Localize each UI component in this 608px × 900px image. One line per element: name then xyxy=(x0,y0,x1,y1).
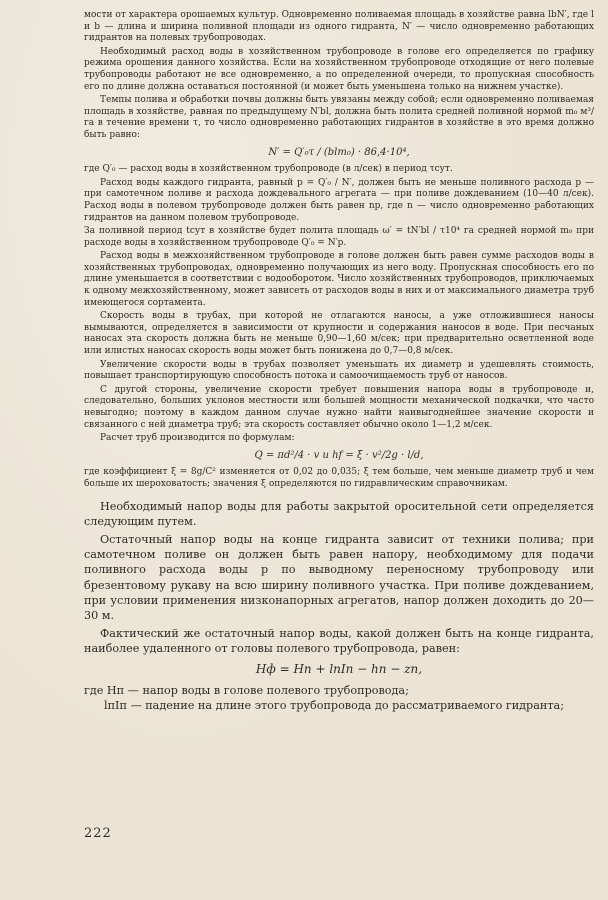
definition-line: lпIп — падение на длине этого трубопровода до рассматриваемого гидранта; xyxy=(104,699,564,712)
page-number: 222 xyxy=(84,826,112,841)
paragraph: Расчет труб производится по формулам: xyxy=(100,433,295,444)
paragraph: Фактический же остаточный напор воды, какой должен быть на конце гидранта, наиболее удаленного от головы полевого трубопровода, равен: xyxy=(84,627,594,656)
paragraph: Расход воды каждого гидранта, равный p = Q′₀ / N′, должен быть не меньше поливного расхода p — при самотечном поливе и расхода дождевального агрегата — при поливе дождеванием (10—40 л/сек). Расход воды в полевом трубопроводе должен быть равен np, где n — число одновременно работающих гидрантов на данном полевом трубопроводе. xyxy=(84,177,594,223)
paragraph: где коэффициент ξ = 8g/C² изменяется от 0,02 до 0,035; ξ тем больше, чем меньше диаметр труб и чем больше их шероховатость; значения ξ определяются по гидравлическим справочникам. xyxy=(84,467,594,489)
small-print-block xyxy=(84,10,594,491)
paragraph: мости от характера орошаемых культур. Одновременно поливаемая площадь в хозяйстве равна lbN′, где l и b — длина и ширина поливной площади из одного гидранта, N′ — число одновременно работающих гидрантов на полевых трубопроводах. xyxy=(84,10,594,44)
paragraph: Увеличение скорости воды в трубах позволяет уменьшать их диаметр и удешевлять стоимость, повышает транспортирующую способность потока и самоочищаемость труб от наносов. xyxy=(84,359,594,382)
paragraph: За поливной период tсут в хозяйстве будет полита площадь ω′ = tN′bl / τ10⁴ га средней нормой m₀ при расходе воды в хозяйственном трубопроводе Q′₀ = N′p. xyxy=(84,226,594,248)
formula-residual-head: Hф = Hп + lпIп − hп − zп, xyxy=(255,661,423,676)
paragraph: где Q′₀ — расход воды в хозяйственном трубопроводе (в л/сек) в период τсут. xyxy=(84,164,453,175)
large-print-block xyxy=(84,499,594,714)
paragraph: Необходимый напор воды для работы закрытой оросительной сети определяется следующим путем. xyxy=(84,499,594,528)
paragraph: Темпы полива и обработки почвы должны быть увязаны между собой; если одновременно поливаемая площадь в хозяйстве, равная по предыдущему N′bl, должна быть полита средней поливной нормой m₀ м³/га в течение времени τ, то число одновременно работающих гидрантов в хозяйстве в это время должно быть равно: xyxy=(84,95,594,140)
paragraph: Необходимый расход воды в хозяйственном трубопроводе в голове его определяется по графику режима орошения данного хозяйства. Если на хозяйственном трубопроводе отходящие от него полевые трубопроводы работают не все одновременно, а по определенной очереди, то пропускная способность его по длине должна оставаться постоянной (и может быть уменьшена только на нижнем участке). xyxy=(84,46,594,92)
formula-hydrant-count: N′ = Q′₀τ / (blm₀) · 86,4·10⁴, xyxy=(268,146,410,158)
definition-line: где Hп — напор воды в голове полевого трубопровода; xyxy=(84,683,409,697)
paragraph: Остаточный напор воды на конце гидранта зависит от техники полива; при самотечном поливе он должен быть равен напору, необходимому для подачи поливного расхода воды p по выводному переносному трубопроводу или брезентовому рукаву на всю ширину поливного участка. При поливе дождеванием, при условии применения низконапорных агрегатов, напор должен доходить до 20—30 м. xyxy=(84,532,594,622)
formula-pipe-calc: Q = πd²/4 · v и hf = ξ · v²/2g · l/d, xyxy=(254,449,424,461)
paragraph: С другой стороны, увеличение скорости требует повышения напора воды в трубопроводе и, следовательно, больших уклонов местности или большей мощности механической подкачки, что часто невыгодно; поэтому в каждом данном случае нужно найти наивыгоднейшее значение скорости и связанного с ней диаметра труб; эта скорость составляет обычно около 1—1,2 м/сек. xyxy=(84,384,594,430)
paragraph: Скорость воды в трубах, при которой не отлагаются наносы, а уже отложившиеся наносы вымываются, определяется в зависимости от крупности и содержания наносов в воде. При песчаных наносах эта скорость должна быть не меньше 0,90—1,60 м/сек; при предварительно осветленной воде или илистых наносах скорость воды может быть понижена до 0,7—0,8 м/сек. xyxy=(84,311,594,357)
paragraph: Расход воды в межхозяйственном трубопроводе в голове должен быть равен сумме расходов воды в хозяйственных трубопроводах, одновременно получающих из него воду. Пропускная способность его по длине уменьшается в соответствии с водооборотом. Число хозяйственных трубопроводов, приключаемых к одному межхозяйственному, может зависеть от расходов воды в них и от максимального диаметра труб имеющегося сортамента. xyxy=(84,251,594,308)
